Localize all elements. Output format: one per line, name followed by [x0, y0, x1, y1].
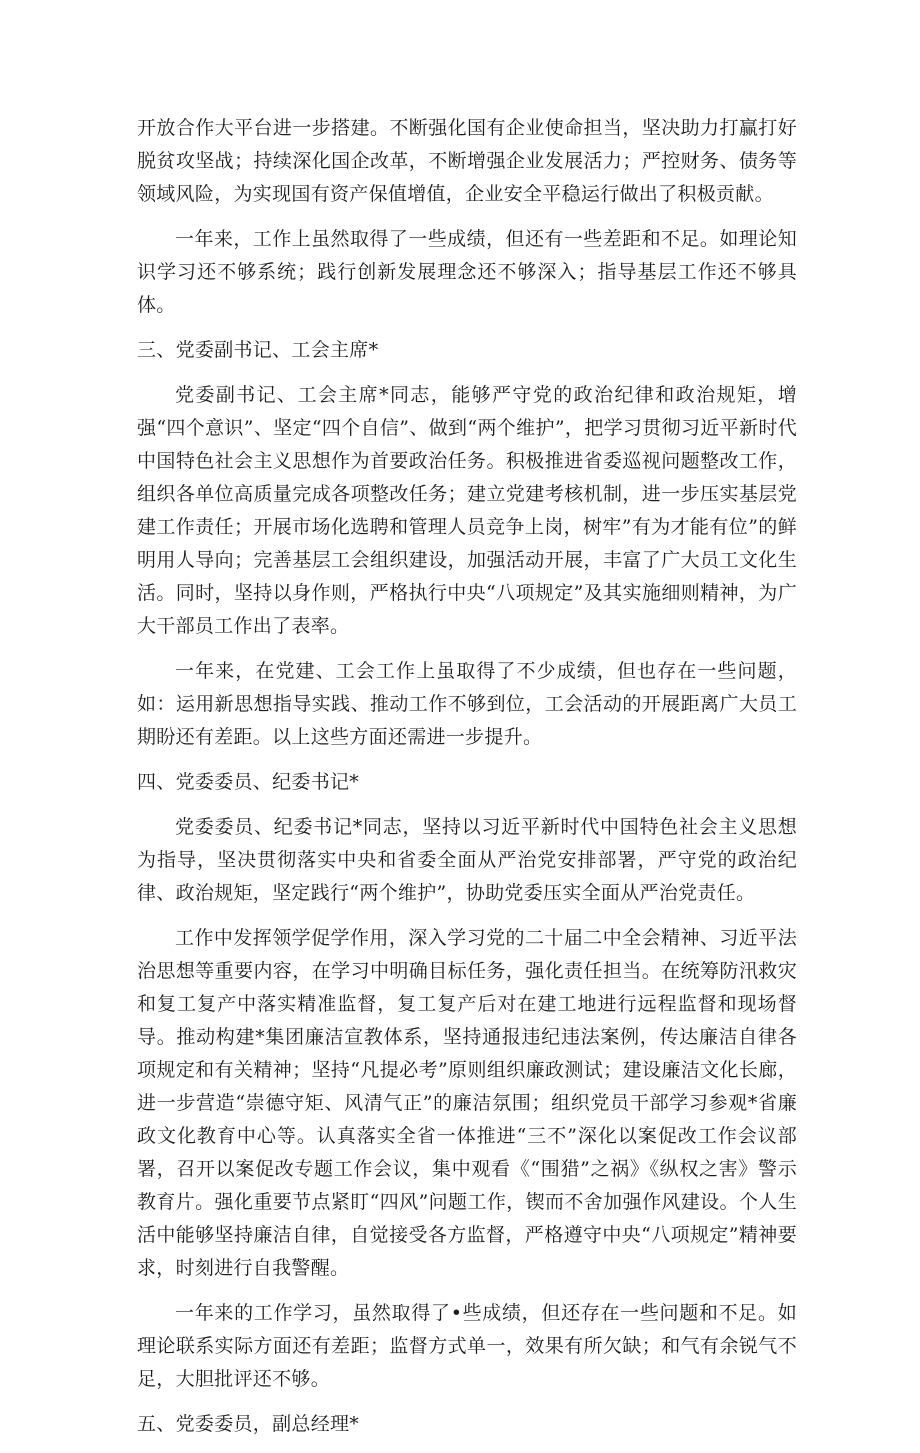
- paragraph: 党委委员、纪委书记*同志，坚持以习近平新时代中国特色社会主义思想为指导，坚决贯彻落实中央和省委全面从严治党安排部署，严守党的政治纪律、政治规矩，坚定践行“两个维护”，协助党委压实全面从严治党责任。: [137, 816, 797, 904]
- section-heading: 四、党委委员、纪委书记*: [137, 771, 360, 793]
- document-body: [137, 112, 797, 1453]
- paragraph: 开放合作大平台进一步搭建。不断强化国有企业使命担当，坚决助力打赢打好脱贫攻坚战；持续深化国企改革，不断增强企业发展活力；严控财务、债务等领域风险，为实现国有资产保值增值，企业安全平稳运行做出了积极贡献。: [137, 117, 797, 205]
- section-heading: 五、党委委员，副总经理*: [137, 1413, 360, 1435]
- paragraph: 一年来，在党建、工会工作上虽取得了不少成绩，但也存在一些问题，如：运用新思想指导实践、推动工作不够到位，工会活动的开展距离广大员工期盼还有差距。以上这些方面还需进一步提升。: [137, 660, 797, 748]
- paragraph: 党委副书记、工会主席*同志，能够严守党的政治纪律和政治规矩，增强“四个意识”、坚定“四个自信”、做到“两个维护”，把学习贯彻习近平新时代中国特色社会主义思想作为首要政治任务。积极推进省委巡视问题整改工作，组织各单位高质量完成各项整改任务；建立党建考核机制，进一步压实基层党建工作责任；开展市场化选聘和管理人员竞争上岗，树牢”有为才能有位”的鲜明用人导向；完善基层工会组织建设，加强活动开展，丰富了广大员工文化生活。同时，坚持以身作则，严格执行中央“八项规定”及其实施细则精神，为广大干部员工作出了表率。: [137, 384, 797, 637]
- paragraph: 工作中发挥领学促学作用，深入学习党的二十届二中全会精神、习近平法治思想等重要内容，在学习中明确目标任务，强化责任担当。在统筹防汛救灾和复工复产中落实精准监督，复工复产后对在建工地进行远程监督和现场督导。推动构建*集团廉洁宣教体系，坚持通报违纪违法案例，传达廉洁自律各项规定和有关精神；坚持“凡提必考”原则组织廉政测试；建设廉洁文化长廊，进一步营造“崇德守矩、风清气正”的廉洁氛围；组织党员干部学习参观*省廉政文化教育中心等。认真落实全省一体推进“三不”深化以案促改工作会议部署，召开以案促改专题工作会议，集中观看《“围猎”之祸》《纵权之害》警示教育片。强化重要节点紧盯“四风”问题工作，锲而不舍加强作风建设。个人生活中能够坚持廉洁自律，自觉接受各方监督，严格遵守中央“八项规定”精神要求，时刻进行自我警醒。: [137, 927, 797, 1279]
- paragraph: 一年来，工作上虽然取得了一些成绩，但还有一些差距和不足。如理论知识学习还不够系统；践行创新发展理念还不够深入；指导基层工作还不够具体。: [137, 228, 797, 316]
- section-heading: 三、党委副书记、工会主席*: [137, 339, 379, 361]
- paragraph: 一年来的工作学习，虽然取得了•些成绩，但还存在一些问题和不足。如理论联系实际方面还有差距；监督方式单一，效果有所欠缺；和气有余锐气不足，大胆批评还不够。: [137, 1302, 797, 1390]
